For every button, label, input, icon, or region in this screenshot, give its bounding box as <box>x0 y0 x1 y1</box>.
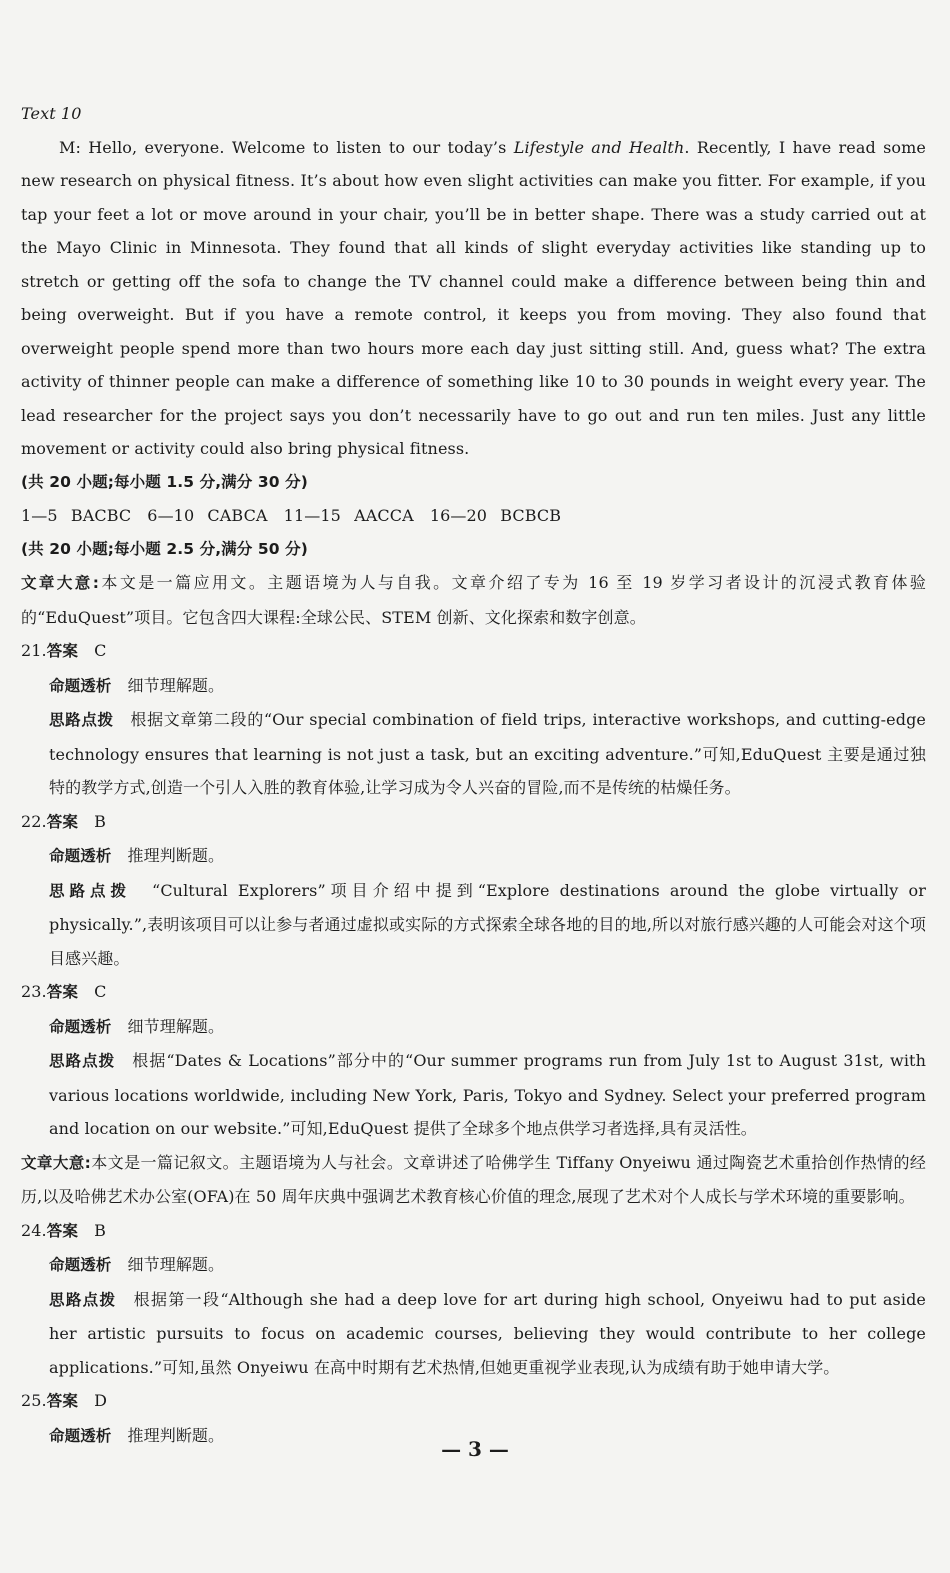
speaker-label: M <box>59 137 76 157</box>
analysis-label: 命题透析 <box>49 676 112 695</box>
q24-analysis: 命题透析 细节理解题。 <box>49 1255 225 1274</box>
q21-hint: 思路点拨 根据文章第二段的“Our special combination of field trips, interactive workshops, and cutting-edge technology ensures that learning is not just a task, but an exciting adventure.”可知,EduQuest 主要是通过独特的教学方式,创造一个引人入胜的教育体验,让学习成为令人兴奋的冒险,而不是传统的枯燥任务。 <box>49 710 926 797</box>
text10-heading: Text 10 <box>21 104 82 123</box>
answer-label: 答案 <box>46 1392 78 1410</box>
summary-b-label: 文章大意: <box>21 1153 91 1172</box>
q22-analysis: 命题透析 推理判断题。 <box>49 846 225 865</box>
hint-label: 思路点拨 <box>49 711 114 729</box>
q23-answer: 23.答案 C <box>21 982 107 1001</box>
text10-transcript: M: Hello, everyone. Welcome to listen to our today’s Lifestyle and Health. Recently, I have read some new research on physical fitness. It’s about how even slight activities can make you fitter. For example, if you tap your feet a lot or move around in your chair, you’ll be in better shape. There was a study carried out at the Mayo Clinic in Minnesota. They found that all kinds of slight everyday activities like standing up to stretch or getting off the sofa to change the TV channel could make a difference between being thin and being overweight. But if you have a remote control, it keeps you from moving. They also found that overweight people spend more than two hours more each day just sitting still. And, guess what? The extra activity of thinner people can make a difference of something like 10 to 30 pounds in weight every year. The lead researcher for the project says you don’t necessarily have to go out and run ten miles. Just any little movement or activity could also bring physical fitness. <box>21 137 927 458</box>
q25-analysis: 命题透析 推理判断题。 <box>49 1425 225 1445</box>
show-title: Lifestyle and Health <box>513 137 685 157</box>
analysis-label: 命题透析 <box>49 847 112 865</box>
q21-answer: 21.答案 C <box>21 641 107 660</box>
analysis-label: 命题透析 <box>49 1426 112 1445</box>
section2-header: (共 20 小题;每小题 2.5 分,满分 50 分) <box>21 539 308 558</box>
q22-answer: 22.答案 B <box>21 811 106 831</box>
q21-analysis: 命题透析 细节理解题。 <box>49 675 225 695</box>
analysis-label: 命题透析 <box>49 1256 112 1274</box>
q24-answer: 24.答案 B <box>21 1220 106 1240</box>
hint-label: 思路点拨 <box>49 1052 116 1070</box>
hint-label: 思路点拨 <box>49 1290 117 1309</box>
section1-header: (共 20 小题;每小题 1.5 分,满分 30 分) <box>21 472 308 491</box>
answer-label: 答案 <box>46 1221 78 1240</box>
answer-label: 答案 <box>46 642 78 660</box>
q22-hint: 思路点拨 “Cultural Explorers”项目介绍中提到“Explore destinations around the globe virtually or physically.”,表明该项目可以让参与者通过虚拟或实际的方式探索全球各地的目的地,所以对旅行感兴趣的人可能会对这个项目感兴趣。 <box>49 880 926 968</box>
section1-answers: 1—5 BACBC 6—10 CABCA 11—15 AACCA 16—20 BCBCB <box>21 506 562 525</box>
q23-analysis: 命题透析 细节理解题。 <box>49 1016 225 1036</box>
q25-answer: 25.答案 D <box>21 1391 107 1410</box>
hint-label: 思路点拨 <box>49 881 132 900</box>
analysis-label: 命题透析 <box>49 1017 112 1036</box>
summary-a-label: 文章大意: <box>21 574 100 592</box>
page-number: — 3 — <box>441 1437 509 1461</box>
answer-label: 答案 <box>46 812 78 831</box>
answer-label: 答案 <box>46 983 78 1001</box>
q23-hint: 思路点拨 根据“Dates & Locations”部分中的“Our summer programs run from July 1st to August 31st, with various locations worldwide, including New York, Paris, Tokyo and Sydney. Select your preferred program and location on our website.”可知,EduQuest 提供了全球多个地点供学习者选择,具有灵活性。 <box>49 1051 926 1138</box>
summary-b: 文章大意:本文是一篇记叙文。主题语境为人与社会。文章讲述了哈佛学生 Tiffany Onyeiwu 通过陶瓷艺术重拾创作热情的经历,以及哈佛艺术办公室(OFA)在 50 周年庆典中强调艺术教育核心价值的理念,展现了艺术对个人成长与学术环境的重要影响。 <box>21 1152 926 1206</box>
summary-a: 文章大意:本文是一篇应用文。主题语境为人与自我。文章介绍了专为 16 至 19 岁学习者设计的沉浸式教育体验的“EduQuest”项目。它包含四大课程:全球公民、STEM 创新、文化探索和数字创意。 <box>21 573 927 627</box>
q24-hint: 思路点拨 根据第一段“Although she had a deep love for art during high school, Onyeiwu had to put aside her artistic pursuits to focus on academic courses, believing they would contribute to her college applications.”可知,虽然 Onyeiwu 在高中时期有艺术热情,但她更重视学业表现,认为成绩有助于她申请大学。 <box>49 1289 926 1377</box>
